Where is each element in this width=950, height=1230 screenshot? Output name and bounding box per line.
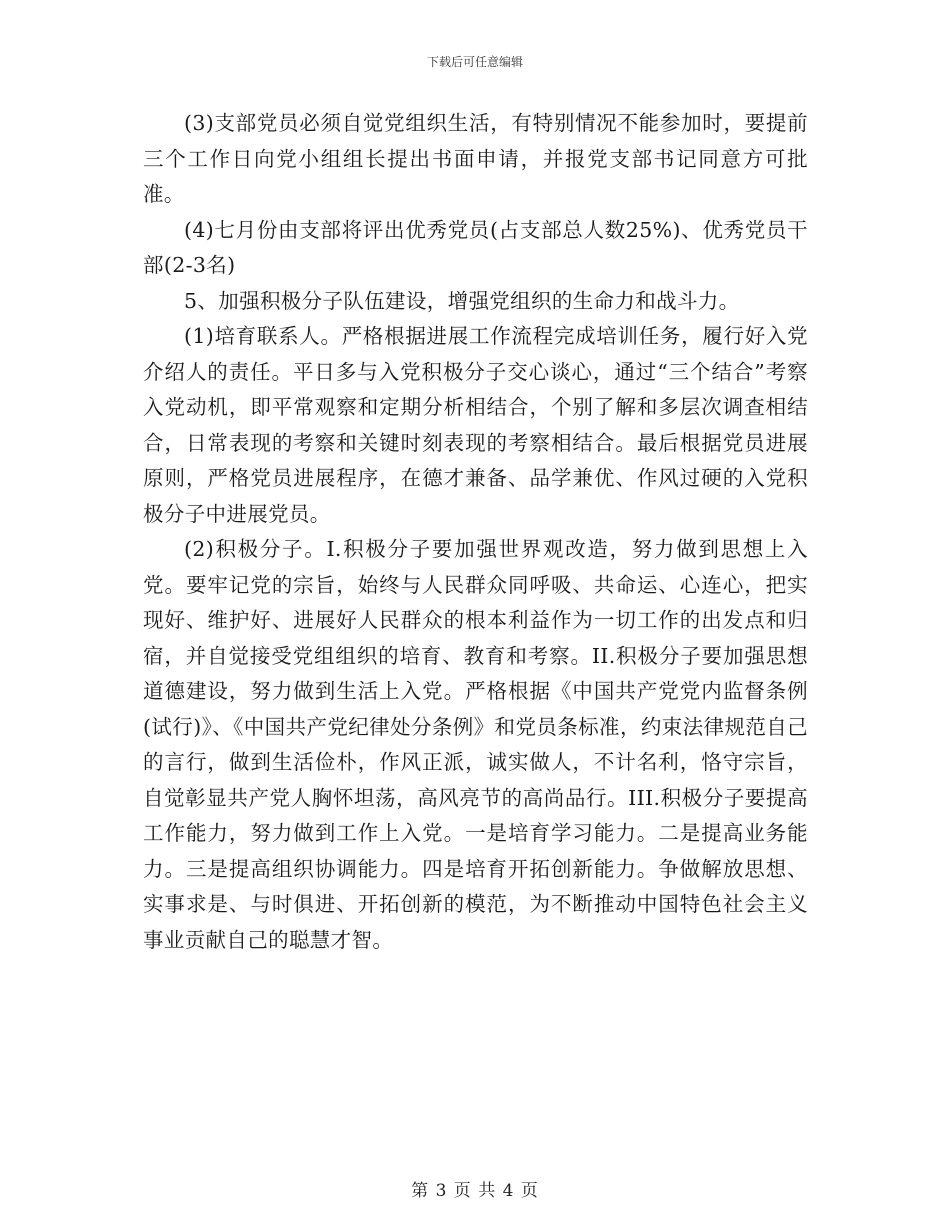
paragraph-excellent-member-selection: (4)七月份由支部将评出优秀党员(占支部总人数25%)、优秀党员干部(2-3名): [143, 217, 808, 277]
paragraph-cultivate-contacts: (1)培育联系人。严格根据进展工作流程完成培训任务，履行好入党介绍人的责任。平日多与入党积极分子交心谈心，通过“三个结合”考察入党动机，即平常观察和定期分析相结合，个别了解和多层次调查相结合，日常表现的考察和关键时刻表现的考察相结合。最后根据党员进展原则，严格党员进展程序，在德才兼备、品学兼优、作风过硬的入党积极分子中进展党员。: [143, 324, 808, 526]
paragraph-activists: (2)积极分子。I.积极分子要加强世界观改造，努力做到思想上入党。要牢记党的宗旨，始终与人民群众同呼吸、共命运、心连心，把实现好、维护好、进展好人民群众的根本利益作为一切工作的出发点和归宿，并自觉接受党组组织的培育、教育和考察。II.积极分子要加强思想道德建设，努力做到生活上入党。严格根据《中国共产党党内监督条例(试行)》、《中国共产党纪律处分条例》和党员条标准，约束法律规范自己的言行，做到生活俭朴，作风正派，诚实做人，不计名利，恪守宗旨，自觉彰显共产党人胸怀坦荡，高风亮节的高尚品行。III.积极分子要提高工作能力，努力做到工作上入党。一是培育学习能力。二是提高业务能力。三是提高组织协调能力。四是培育开拓创新能力。争做解放思想、实事求是、与时俱进、开拓创新的模范，为不断推动中国特色社会主义事业贡献自己的聪慧才智。: [143, 537, 808, 952]
page-footer: 第 3 页 共 4 页: [411, 1181, 539, 1201]
page-header: 下载后可任意编辑: [426, 55, 523, 69]
document-body: [143, 106, 808, 958]
paragraph-activist-team-building: 5、加强积极分子队伍建设，增强党组织的生命力和战斗力。: [184, 288, 740, 313]
paragraph-branch-member-attendance: (3)支部党员必须自觉党组织生活，有特别情况不能参加时，要提前三个工作日向党小组组长提出书面申请，并报党支部书记同意方可批准。: [143, 111, 808, 206]
